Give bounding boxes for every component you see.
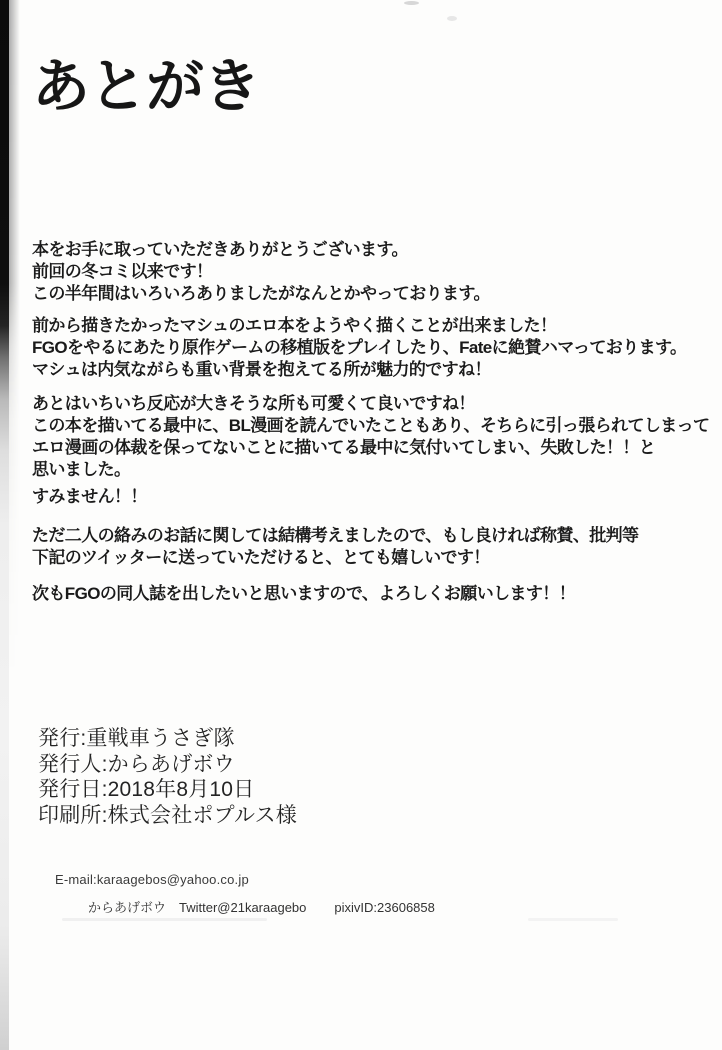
body-line: あとはいちいち反応が大きそうな所も可愛くて良いですね！ [32,394,475,413]
colophon-date: 発行日:2018年8月10日 [38,778,255,801]
scan-binding-shadow [0,0,9,1050]
body-line: 前回の冬コミ以来です！ [32,262,213,281]
paragraph-reflection [32,393,709,481]
body-line: すみません！！ [32,487,147,506]
contact-row [88,899,435,916]
scan-smudge [528,918,618,921]
paragraph-greeting [32,239,490,305]
body-line: マシュは内気ながらも重い背景を抱えてる所が魅力的ですね！ [32,360,491,379]
twitter-handle: Twitter@21karaagebo [179,900,307,915]
body-line: この半年間はいろいろありましたがなんとかやっております。 [32,284,490,303]
body-line: 本をお手に取っていただきありがとうございます。 [32,240,408,259]
body-line: 次もFGOの同人誌を出したいと思いますので、よろしくお願いします！！ [32,584,576,603]
colophon [38,726,297,828]
contact-email: E-mail:karaagebos@yahoo.co.jp [55,872,249,887]
body-line: ただ二人の絡みのお話に関しては結構考えましたので、もし良ければ称賛、批判等 [32,526,639,545]
page-title: あとがき [32,54,261,119]
scan-binding-shadow-soft [9,0,20,1050]
body-line: 前から描きたかったマシュのエロ本をようやく描くことが出来ました！ [32,316,557,335]
paragraph-apology [32,486,147,508]
body-line: この本を描いてる最中に、BL漫画を読んでいたこともあり、そちらに引っ張られてしまって [32,416,710,435]
author-name: からあげボウ [88,900,167,915]
scan-speck [404,1,419,5]
body-line: 思いました。 [32,460,131,479]
colophon-issuer: 発行人:からあげボウ [38,752,235,776]
body-line: エロ漫画の体裁を保ってないことに描いてる最中に気付いてしまい、失敗した！！と [32,438,656,457]
scan-smudge [62,918,267,921]
colophon-publisher: 発行:重戦車うさぎ隊 [38,727,235,750]
body-line: 下記のツイッターに送っていただけると、とても嬉しいです！ [32,548,490,567]
colophon-printer: 印刷所:株式会社ポプルス様 [38,803,297,827]
pixiv-id: pixivID:23606858 [334,900,435,915]
paragraph-mash-book [32,315,686,381]
paragraph-feedback-request [32,525,638,569]
paragraph-closing [32,583,575,605]
body-line: FGOをやるにあたり原作ゲームの移植版をプレイしたり、Fateに絶賛ハマっております。 [32,338,687,357]
scan-speck [447,16,457,21]
